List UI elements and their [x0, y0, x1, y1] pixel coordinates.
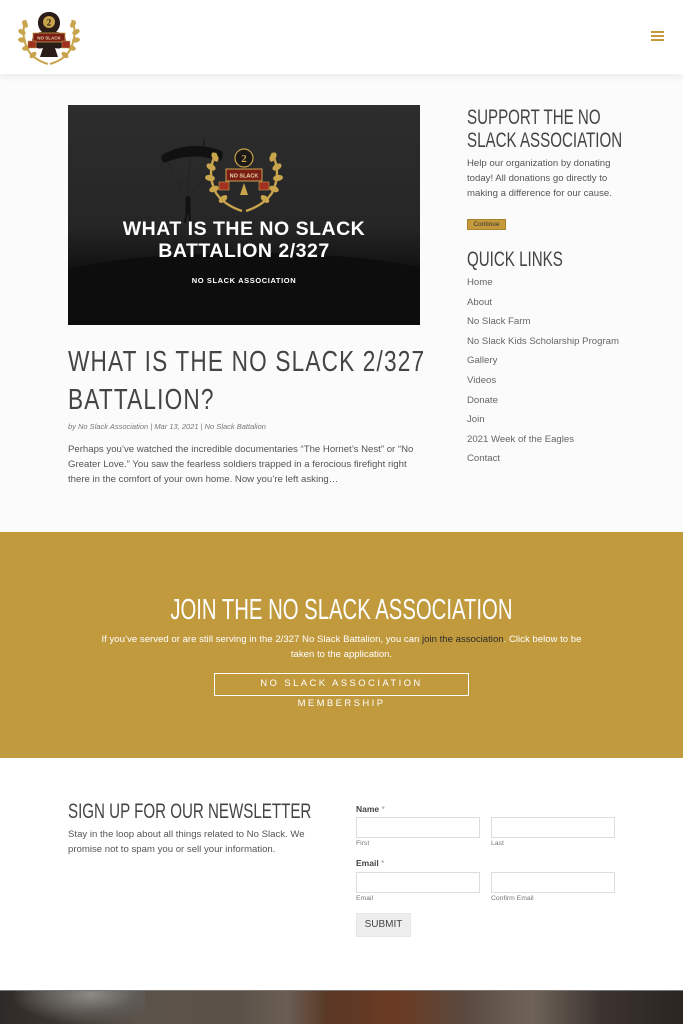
- continue-button[interactable]: Continue: [467, 219, 506, 230]
- quick-link-about[interactable]: About: [467, 296, 493, 308]
- featured-image-subtitle: NO SLACK ASSOCIATION: [191, 276, 297, 285]
- meta-by: by: [68, 422, 79, 431]
- quick-link-gallery[interactable]: Gallery: [467, 355, 498, 367]
- support-title-line1: SUPPORT THE NO: [467, 106, 601, 129]
- hamburger-menu-icon[interactable]: [651, 31, 664, 42]
- first-name-input[interactable]: [356, 817, 480, 838]
- quick-link-join[interactable]: Join: [467, 414, 485, 426]
- membership-button[interactable]: NO SLACK ASSOCIATION MEMBERSHIP: [214, 673, 469, 696]
- post-date: Mar 13, 2021: [154, 422, 199, 431]
- category-link[interactable]: No Slack Battalion: [204, 422, 266, 431]
- support-title-line2: SLACK ASSOCIATION: [467, 129, 623, 152]
- last-name-input[interactable]: [491, 817, 615, 838]
- post-meta: [68, 422, 266, 431]
- svg-text:2: 2: [46, 17, 52, 28]
- association-badge-icon: [204, 145, 284, 217]
- join-text: [95, 632, 588, 662]
- join-title: [0, 594, 683, 626]
- quick-link-donate[interactable]: Donate: [467, 394, 498, 406]
- quick-links-list: [467, 276, 627, 472]
- newsletter-text: Stay in the loop about all things related to No Slack. We promise not to spam you or sell your information.: [68, 829, 305, 855]
- site-logo[interactable]: [16, 8, 82, 66]
- first-sublabel: First: [356, 840, 370, 847]
- quick-link-no-slack-farm[interactable]: No Slack Farm: [467, 316, 531, 328]
- join-association-link[interactable]: join the association: [422, 634, 504, 645]
- quick-link-home[interactable]: Home: [467, 277, 493, 288]
- post-excerpt: Perhaps you’ve watched the incredible documentaries “The Hornet’s Nest” or “No Greater Love.” You saw the fearless soldiers trapped in a ferocious firefight right there in the comfort of your own home. Now you’re left asking…: [68, 444, 414, 485]
- site-header: [0, 0, 683, 74]
- quick-link-contact[interactable]: Contact: [467, 453, 501, 465]
- email-input[interactable]: [356, 872, 480, 893]
- quick-link-kids-scholarship[interactable]: No Slack Kids Scholarship Program: [467, 335, 619, 347]
- meta-separator: |: [198, 422, 205, 431]
- meta-separator: |: [148, 422, 155, 431]
- submit-button[interactable]: SUBMIT: [356, 913, 411, 937]
- confirm-email-sublabel: Confirm Email: [491, 895, 534, 902]
- email-label: Email *: [356, 858, 385, 868]
- featured-image-title: WHAT IS THE NO SLACK BATTALION 2/327: [122, 218, 366, 262]
- featured-image[interactable]: [68, 105, 420, 325]
- svg-text:NO SLACK: NO SLACK: [229, 173, 259, 180]
- name-label: Name *: [356, 804, 385, 814]
- svg-text:NO SLACK: NO SLACK: [37, 35, 61, 41]
- join-text-before: If you’ve served or are still serving in the 2/327 No Slack Battalion, you can: [101, 634, 423, 645]
- email-sublabel: Email: [356, 895, 373, 902]
- quick-link-week-of-eagles[interactable]: 2021 Week of the Eagles: [467, 433, 575, 445]
- quick-link-videos[interactable]: Videos: [467, 374, 497, 386]
- join-title-text: JOIN THE NO SLACK ASSOCIATION: [170, 594, 513, 626]
- confirm-email-input[interactable]: [491, 872, 615, 893]
- newsletter-title: SIGN UP FOR OUR NEWSLETTER: [68, 800, 312, 823]
- author-link[interactable]: No Slack Association: [78, 422, 149, 431]
- join-text-after: . Click below to be taken to the application.: [290, 634, 582, 660]
- support-text: Help our organization by donating today! All donations go directly to making a difference for our cause.: [467, 158, 612, 199]
- footer-background-photo: [0, 990, 683, 1024]
- svg-text:2: 2: [241, 153, 247, 165]
- post-title[interactable]: WHAT IS THE NO SLACK 2/327 BATTALION?: [68, 346, 426, 416]
- last-sublabel: Last: [491, 840, 504, 847]
- quick-links-title: QUICK LINKS: [467, 248, 563, 271]
